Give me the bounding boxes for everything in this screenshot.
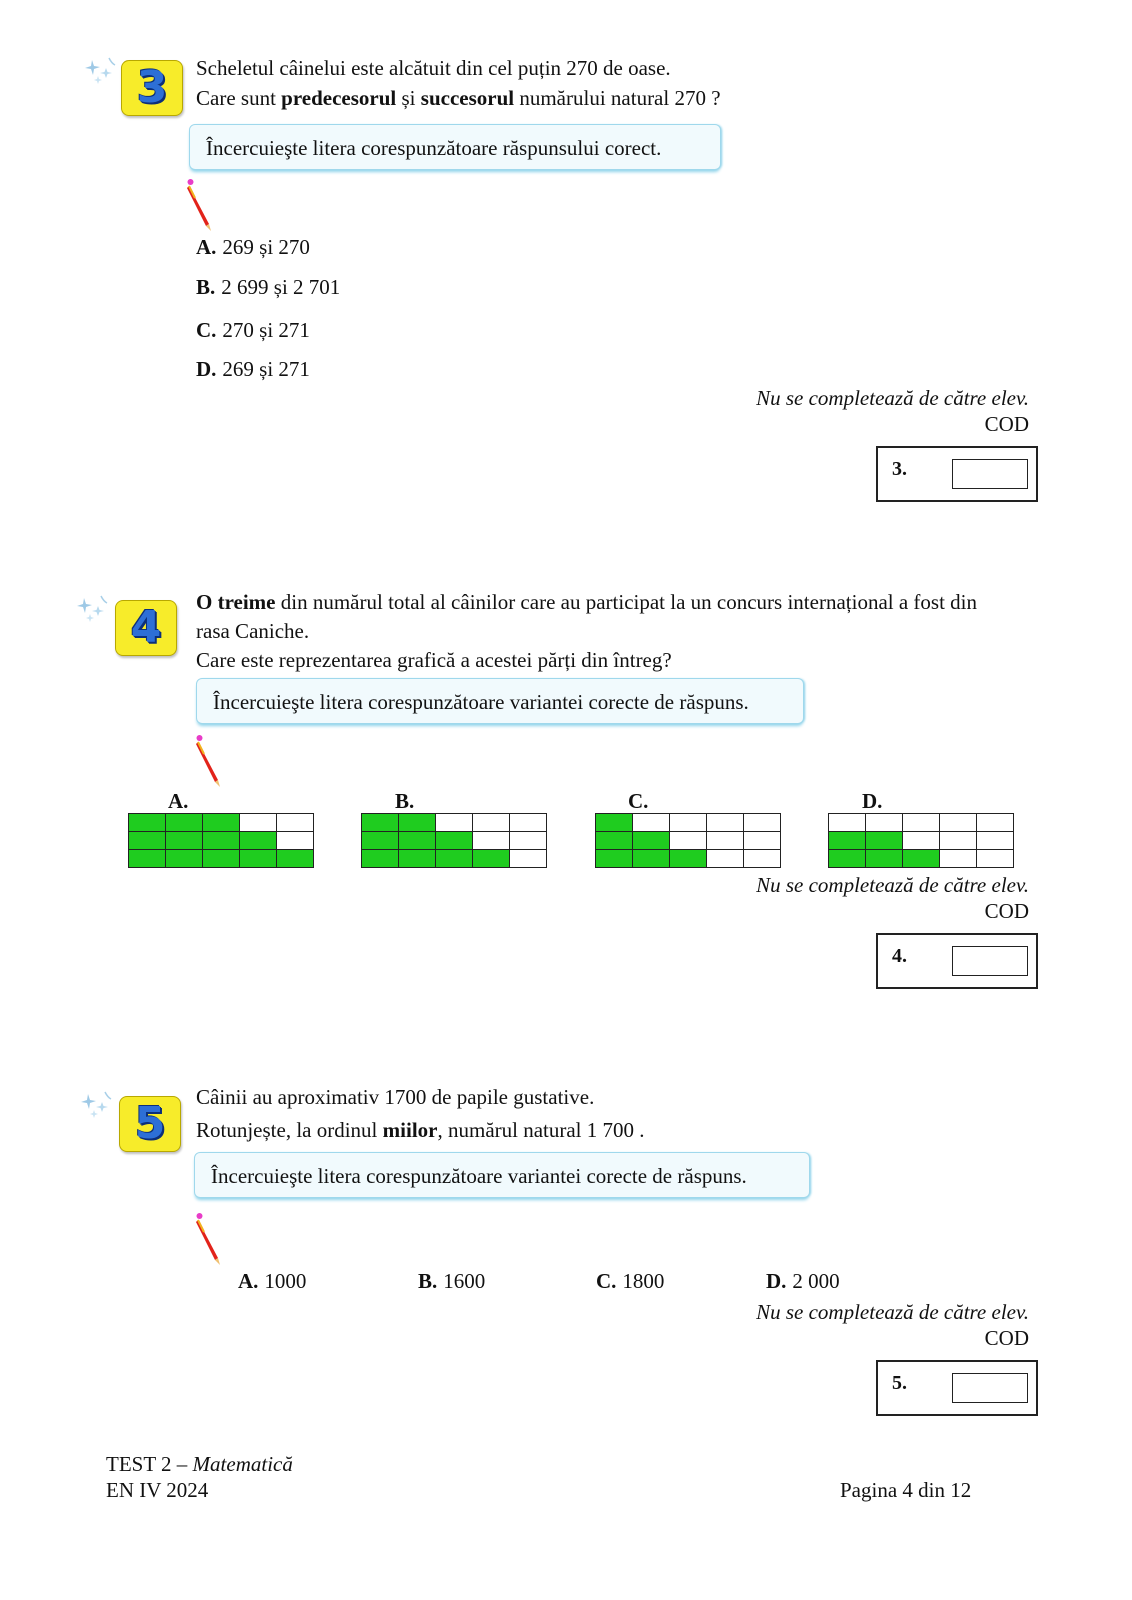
q4-option-c-grid[interactable] [595, 813, 781, 868]
question-5-badge: 5 [119, 1096, 181, 1152]
grid-cell-filled [129, 850, 166, 868]
footer-exam: EN IV 2024 [106, 1478, 209, 1502]
grid-cell-empty [670, 832, 707, 850]
grid-cell-filled [203, 832, 240, 850]
q3-option-a[interactable]: A. 269 și 270 [196, 235, 310, 259]
grid-cell-filled [277, 850, 314, 868]
grid-cell-empty [277, 832, 314, 850]
grid-cell-filled [633, 832, 670, 850]
grid-cell-filled [166, 850, 203, 868]
sparkle-icon [80, 1090, 114, 1120]
grid-cell-empty [510, 814, 547, 832]
grid-cell-filled [362, 832, 399, 850]
grid-cell-empty [744, 850, 781, 868]
q5-grader-note: Nu se completează de către elev. [756, 1300, 1029, 1324]
grid-cell-filled [203, 814, 240, 832]
grid-cell-empty [866, 814, 903, 832]
q4-option-b-grid[interactable] [361, 813, 547, 868]
grid-cell-empty [903, 814, 940, 832]
question-4-badge: 4 [115, 600, 177, 656]
q3-code-field[interactable] [952, 459, 1028, 489]
q3-option-c[interactable]: C. 270 și 271 [196, 318, 310, 342]
grid-cell-filled [829, 832, 866, 850]
grid-cell-filled [633, 850, 670, 868]
q5-cod-label: COD [984, 1326, 1029, 1350]
grid-cell-filled [436, 832, 473, 850]
q5-statement: Câinii au aproximativ 1700 de papile gustative. [196, 1085, 595, 1109]
grid-cell-empty [940, 814, 977, 832]
q4-code-field[interactable] [952, 946, 1028, 976]
grid-cell-empty [977, 832, 1014, 850]
q3-cod-label: COD [984, 412, 1029, 436]
pencil-icon [196, 734, 222, 788]
q3-option-b[interactable]: B. 2 699 și 2 701 [196, 275, 341, 299]
q4-code-number: 4. [892, 945, 907, 967]
grid-cell-empty [940, 832, 977, 850]
q5-code-box [876, 1360, 1038, 1416]
q4-question: Care este reprezentarea grafică a acestei părți din întreg? [196, 648, 672, 672]
q3-grader-note: Nu se completează de către elev. [756, 386, 1029, 410]
grid-cell-filled [166, 832, 203, 850]
grid-cell-empty [436, 814, 473, 832]
q5-instruction: Încercuieşte litera corespunzătoare variantei corecte de răspuns. [194, 1152, 810, 1198]
grid-cell-empty [510, 832, 547, 850]
q5-option-b[interactable]: B. 1600 [418, 1269, 486, 1293]
grid-cell-filled [596, 814, 633, 832]
sparkle-icon [76, 594, 110, 624]
grid-cell-filled [399, 814, 436, 832]
sparkle-icon [84, 56, 118, 86]
grid-cell-filled [399, 832, 436, 850]
grid-cell-filled [129, 814, 166, 832]
grid-cell-filled [240, 850, 277, 868]
grid-cell-filled [362, 850, 399, 868]
q3-question: Care sunt predecesorul și succesorul numărului natural 270 ? [196, 86, 721, 110]
q3-statement: Scheletul câinelui este alcătuit din cel puțin 270 de oase. [196, 56, 671, 80]
grid-cell-filled [903, 850, 940, 868]
grid-cell-empty [277, 814, 314, 832]
grid-cell-filled [866, 850, 903, 868]
grid-cell-empty [977, 850, 1014, 868]
q5-option-c[interactable]: C. 1800 [596, 1269, 665, 1293]
q4-instruction: Încercuieşte litera corespunzătoare variantei corecte de răspuns. [196, 678, 804, 724]
grid-cell-empty [744, 832, 781, 850]
q4-code-box [876, 933, 1038, 989]
grid-cell-filled [829, 850, 866, 868]
q5-code-number: 5. [892, 1372, 907, 1394]
grid-cell-filled [596, 850, 633, 868]
grid-cell-empty [473, 832, 510, 850]
grid-cell-filled [473, 850, 510, 868]
grid-cell-empty [240, 814, 277, 832]
grid-cell-empty [940, 850, 977, 868]
q5-option-d[interactable]: D. 2 000 [766, 1269, 840, 1293]
grid-cell-filled [129, 832, 166, 850]
footer-page-number: Pagina 4 din 12 [840, 1478, 972, 1502]
grid-cell-empty [670, 814, 707, 832]
q5-question: Rotunjește, la ordinul miilor, numărul natural 1 700 . [196, 1118, 645, 1142]
q4-grader-note: Nu se completează de către elev. [756, 873, 1029, 897]
grid-cell-filled [203, 850, 240, 868]
q4-option-c-label[interactable]: C. [628, 789, 649, 813]
grid-cell-filled [436, 850, 473, 868]
grid-cell-empty [707, 850, 744, 868]
grid-cell-empty [903, 832, 940, 850]
pencil-icon [196, 1212, 222, 1266]
q4-option-b-label[interactable]: B. [395, 789, 415, 813]
grid-cell-filled [596, 832, 633, 850]
pencil-icon [187, 178, 213, 232]
q4-option-a-grid[interactable] [128, 813, 314, 868]
q5-option-a[interactable]: A. 1000 [238, 1269, 307, 1293]
grid-cell-filled [399, 850, 436, 868]
grid-cell-filled [670, 850, 707, 868]
grid-cell-empty [510, 850, 547, 868]
q5-code-field[interactable] [952, 1373, 1028, 1403]
grid-cell-filled [866, 832, 903, 850]
grid-cell-filled [362, 814, 399, 832]
grid-cell-empty [977, 814, 1014, 832]
q3-instruction: Încercuieşte litera corespunzătoare răspunsului corect. [189, 124, 721, 170]
q4-option-d-grid[interactable] [828, 813, 1014, 868]
q3-option-d[interactable]: D. 269 și 271 [196, 357, 310, 381]
question-3-badge: 3 [121, 60, 183, 116]
grid-cell-empty [633, 814, 670, 832]
q3-code-number: 3. [892, 458, 907, 480]
grid-cell-filled [166, 814, 203, 832]
grid-cell-empty [707, 814, 744, 832]
q3-code-box [876, 446, 1038, 502]
footer-test-title: TEST 2 – Matematică [106, 1452, 293, 1476]
grid-cell-empty [744, 814, 781, 832]
grid-cell-empty [473, 814, 510, 832]
grid-cell-empty [829, 814, 866, 832]
grid-cell-filled [240, 832, 277, 850]
q4-option-d-label[interactable]: D. [862, 789, 883, 813]
q4-statement-line1: O treime din numărul total al câinilor care au participat la un concurs internațional a fost din [196, 590, 978, 614]
q4-cod-label: COD [984, 899, 1029, 923]
q4-option-a-label[interactable]: A. [168, 789, 189, 813]
grid-cell-empty [707, 832, 744, 850]
q4-statement-line2: rasa Caniche. [196, 619, 310, 643]
